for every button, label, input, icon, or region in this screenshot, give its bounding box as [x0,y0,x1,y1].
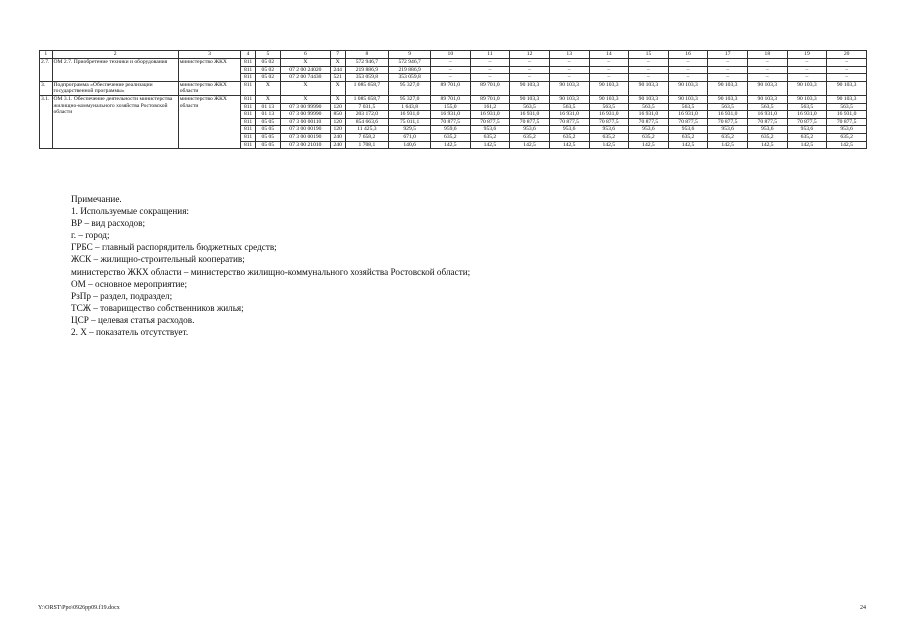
table-cell: 90 103,3 [827,81,867,95]
table-cell: 953,6 [589,126,629,134]
table-cell: 635,2 [748,133,788,141]
header-cell: 6 [280,51,330,59]
table-cell: 90 103,3 [668,81,708,95]
table-cell: 521 [330,74,345,82]
table-cell: – [708,66,748,74]
table-cell: 953,6 [787,126,827,134]
table-cell: Х [330,59,345,67]
table-cell: 70 877,5 [431,118,471,126]
notes-section [71,193,470,338]
table-cell: 7 031,5 [345,103,389,111]
footer-file-path: Y:\ORST\Ppo\0926pp09.f19.docx [38,605,120,611]
table-cell: – [510,59,550,67]
header-cell: 19 [787,51,827,59]
table-cell: 635,2 [510,133,550,141]
table-cell: 90 103,3 [827,95,867,103]
table-cell: 671,0 [389,133,431,141]
table-cell: 90 103,3 [748,95,788,103]
table-cell: 95 327,0 [389,95,431,103]
table-cell: Х [280,81,330,95]
table-cell: 89 701,0 [431,95,471,103]
table-cell: 244 [330,66,345,74]
table-cell: 635,2 [708,133,748,141]
table-cell: 16 931,0 [389,111,431,119]
table-cell: – [431,66,471,74]
header-cell: 20 [827,51,867,59]
table-cell: 90 103,3 [589,95,629,103]
note-line: Примечание. [71,194,122,204]
table-cell: Х [280,95,330,103]
table-cell: 05 02 [255,74,280,82]
table-cell: 811 [241,103,256,111]
header-cell: 7 [330,51,345,59]
table-cell: – [827,74,867,82]
table-cell: 142,5 [549,141,589,149]
table-cell: 90 103,3 [589,81,629,95]
table-cell: 07 3 00 99990 [280,103,330,111]
table-cell: 953,6 [748,126,788,134]
table-cell: – [510,66,550,74]
header-cell: 10 [431,51,471,59]
table-cell: 07 3 00 21010 [280,141,330,149]
table-cell: – [668,66,708,74]
table-cell: 05 05 [255,133,280,141]
table-cell: – [629,66,669,74]
table-cell: 90 103,3 [549,95,589,103]
table-row [40,59,867,67]
header-cell: 5 [255,51,280,59]
header-cell: 18 [748,51,788,59]
table-cell: 959,6 [431,126,471,134]
table-cell: – [470,59,510,67]
table-cell: 563,5 [589,103,629,111]
header-cell: 3 [178,51,241,59]
table-cell: 90 103,3 [549,81,589,95]
table-cell: 142,5 [787,141,827,149]
header-cell: 9 [389,51,431,59]
note-line: г. – город; [71,230,110,241]
table-cell: Х [330,95,345,103]
table-cell: 01 13 [255,111,280,119]
note-line: ВР – вид расходов; [71,218,146,229]
table-cell: 563,5 [748,103,788,111]
table-cell: 953,6 [549,126,589,134]
table-cell: 1 643,8 [389,103,431,111]
table-cell: 161,2 [470,103,510,111]
table-cell: 953,6 [470,126,510,134]
header-cell: 11 [470,51,510,59]
table-cell: Х [255,95,280,103]
table-cell: – [629,74,669,82]
table-cell: 90 103,3 [708,95,748,103]
table-cell: – [787,59,827,67]
table-cell: – [510,74,550,82]
table-cell: 811 [241,141,256,149]
table-cell: 120 [330,118,345,126]
table-cell: 16 931,0 [470,111,510,119]
table-cell: 70 877,5 [748,118,788,126]
table-cell: 7 658,2 [345,133,389,141]
table-cell: 142,5 [629,141,669,149]
table-cell: 635,2 [629,133,669,141]
table-cell: 142,5 [827,141,867,149]
table-cell: 70 877,5 [708,118,748,126]
table-cell: 811 [241,81,256,95]
table-cell: 155,0 [431,103,471,111]
table-cell: – [668,74,708,82]
table-cell: 16 931,0 [787,111,827,119]
header-row [40,51,867,59]
table-cell: 353 059,8 [389,74,431,82]
table-cell: 05 02 [255,59,280,67]
table-cell: 142,5 [708,141,748,149]
table-cell: 142,5 [510,141,550,149]
table-cell: 953,6 [510,126,550,134]
table-cell: 120 [330,103,345,111]
table-cell: – [827,66,867,74]
table-cell: – [787,74,827,82]
table-cell: 70 877,5 [470,118,510,126]
table-cell: – [629,59,669,67]
table-cell: 811 [241,133,256,141]
table-cell: 811 [241,126,256,134]
table-cell: – [549,59,589,67]
table-cell: 563,5 [708,103,748,111]
table-cell: 563,5 [510,103,550,111]
table-cell: 70 877,5 [787,118,827,126]
table-cell: 854 663,6 [345,118,389,126]
table-cell: – [589,59,629,67]
table-cell: – [708,74,748,82]
table-cell: – [748,74,788,82]
table-cell: 811 [241,118,256,126]
table-cell: – [470,66,510,74]
table-cell: – [708,59,748,67]
table-cell: 07 3 00 00110 [280,118,330,126]
table-cell: 05 05 [255,141,280,149]
row-number-cell: 2.7. [40,59,53,82]
header-cell: 15 [629,51,669,59]
table-cell: 635,2 [589,133,629,141]
table-cell: 240 [330,133,345,141]
table-cell: 563,5 [827,103,867,111]
table-cell: 90 103,3 [629,95,669,103]
table-cell: 16 931,0 [827,111,867,119]
table-cell: 811 [241,66,256,74]
note-line: 2. Х – показатель отсутствует. [71,327,189,338]
table-body [40,51,867,149]
table-cell: Х [280,59,330,67]
note-line: ЦСР – целевая статья расходов. [71,314,195,325]
table-cell: 635,2 [827,133,867,141]
table-cell: 142,5 [668,141,708,149]
table-cell: 70 877,5 [549,118,589,126]
table-cell: 07 3 00 00190 [280,126,330,134]
table-cell: – [748,66,788,74]
table-cell: 353 059,8 [345,74,389,82]
table-cell: 572 946,7 [345,59,389,67]
table-cell: 90 103,3 [629,81,669,95]
table-cell: 240 [330,141,345,149]
row-number-cell: 3.1. [40,95,53,148]
header-cell: 17 [708,51,748,59]
table-cell: 120 [330,126,345,134]
table-cell: 90 103,3 [787,81,827,95]
table-cell: 90 103,3 [668,95,708,103]
table-cell: 563,5 [787,103,827,111]
measure-name-cell: ОМ 3.1. Обеспечение деятельности министерства жилищно-коммунального хозяйства Ростовской области [52,95,178,148]
table-cell: 05 05 [255,118,280,126]
header-cell: 1 [40,51,53,59]
table-cell: 850 [330,111,345,119]
table-cell: 16 931,0 [708,111,748,119]
table-cell: 953,6 [629,126,669,134]
table-cell: – [431,59,471,67]
table-cell: Х [330,81,345,95]
measure-name-cell: Подпрограмма «Обеспечение реализации государственной программы» [52,81,178,95]
table-cell: 07 2 00 24020 [280,66,330,74]
header-cell: 2 [52,51,178,59]
table-cell: 01 13 [255,103,280,111]
table-cell: 16 931,0 [510,111,550,119]
table-cell: 16 931,0 [668,111,708,119]
table-cell: – [589,74,629,82]
header-cell: 14 [589,51,629,59]
header-cell: 8 [345,51,389,59]
note-line: 1. Используемые сокращения: [71,206,189,217]
table-cell: 811 [241,74,256,82]
table-cell: 563,5 [549,103,589,111]
note-line: ЖСК – жилищно-строительный кооператив; [71,254,245,265]
budget-table-wrapper [39,50,867,149]
table-cell: 16 931,0 [589,111,629,119]
header-cell: 13 [549,51,589,59]
table-cell: 05 02 [255,66,280,74]
table-cell: – [431,74,471,82]
table-cell: – [470,74,510,82]
table-cell: 142,5 [431,141,471,149]
table-cell: 953,6 [827,126,867,134]
table-cell: 929,5 [389,126,431,134]
table-cell: – [668,59,708,67]
table-cell: 11 425,3 [345,126,389,134]
table-cell: 90 103,3 [708,81,748,95]
table-cell: 16 931,0 [629,111,669,119]
table-cell: 953,6 [708,126,748,134]
table-cell: 16 931,0 [431,111,471,119]
table-cell: 1 085 658,7 [345,95,389,103]
table-cell: – [589,66,629,74]
measure-name-cell: ОМ 2.7. Приобретение техники и оборудования [52,59,178,82]
table-cell: 07 3 00 00190 [280,133,330,141]
table-cell: 142,5 [748,141,788,149]
table-cell: – [549,74,589,82]
table-row [40,95,867,103]
note-line: ОМ – основное мероприятие; [71,278,188,289]
table-cell: 1 708,1 [345,141,389,149]
table-cell: 635,2 [470,133,510,141]
table-cell: 203 172,0 [345,111,389,119]
table-cell: – [549,66,589,74]
table-cell: 70 877,5 [629,118,669,126]
table-cell: 140,6 [389,141,431,149]
table-cell: 05 05 [255,126,280,134]
table-cell: 95 327,0 [389,81,431,95]
table-cell: 70 877,5 [589,118,629,126]
note-line: министерство ЖКХ области – министерство жилищно-коммунального хозяйства Ростовской области; [71,266,471,277]
table-cell: 89 701,0 [470,81,510,95]
table-cell: 811 [241,95,256,103]
responsible-cell: министерство ЖКХ [178,59,241,82]
table-cell: 811 [241,59,256,67]
note-line: ТСЖ – товарищество собственников жилья; [71,302,244,313]
table-cell: 07 3 00 99990 [280,111,330,119]
table-cell: 90 103,3 [510,95,550,103]
table-cell: – [748,59,788,67]
table-cell: 953,6 [668,126,708,134]
table-cell: 75 011,1 [389,118,431,126]
table-cell: 89 701,0 [470,95,510,103]
table-cell: – [827,59,867,67]
header-cell: 16 [668,51,708,59]
note-line: РзПр – раздел, подраздел; [71,290,173,301]
table-cell: 563,5 [629,103,669,111]
table-cell: – [787,66,827,74]
table-cell: 563,5 [668,103,708,111]
responsible-cell: министерство ЖКХ области [178,95,241,148]
table-cell: 635,2 [668,133,708,141]
table-cell: 90 103,3 [510,81,550,95]
table-cell: 89 701,0 [431,81,471,95]
table-cell: 16 931,0 [549,111,589,119]
table-cell: 70 877,5 [510,118,550,126]
budget-table [39,50,867,149]
table-cell: 16 931,0 [748,111,788,119]
table-cell: 635,2 [549,133,589,141]
table-cell: 572 946,7 [389,59,431,67]
table-cell: 142,5 [589,141,629,149]
header-cell: 4 [241,51,256,59]
table-cell: 90 103,3 [748,81,788,95]
page-number: 24 [860,605,866,611]
table-cell: 811 [241,111,256,119]
table-cell: 219 886,9 [389,66,431,74]
table-cell: 70 877,5 [668,118,708,126]
table-cell: 142,5 [470,141,510,149]
table-cell: 07 2 00 74430 [280,74,330,82]
table-cell: 635,2 [431,133,471,141]
table-cell: 1 085 658,7 [345,81,389,95]
responsible-cell: министерство ЖКХ области [178,81,241,95]
header-cell: 12 [510,51,550,59]
table-cell: Х [255,81,280,95]
table-cell: 219 886,9 [345,66,389,74]
table-cell: 70 877,5 [827,118,867,126]
table-cell: 635,2 [787,133,827,141]
table-cell: 90 103,3 [787,95,827,103]
row-number-cell: 3. [40,81,53,95]
note-line: ГРБС – главный распорядитель бюджетных средств; [71,242,277,253]
table-row [40,81,867,95]
